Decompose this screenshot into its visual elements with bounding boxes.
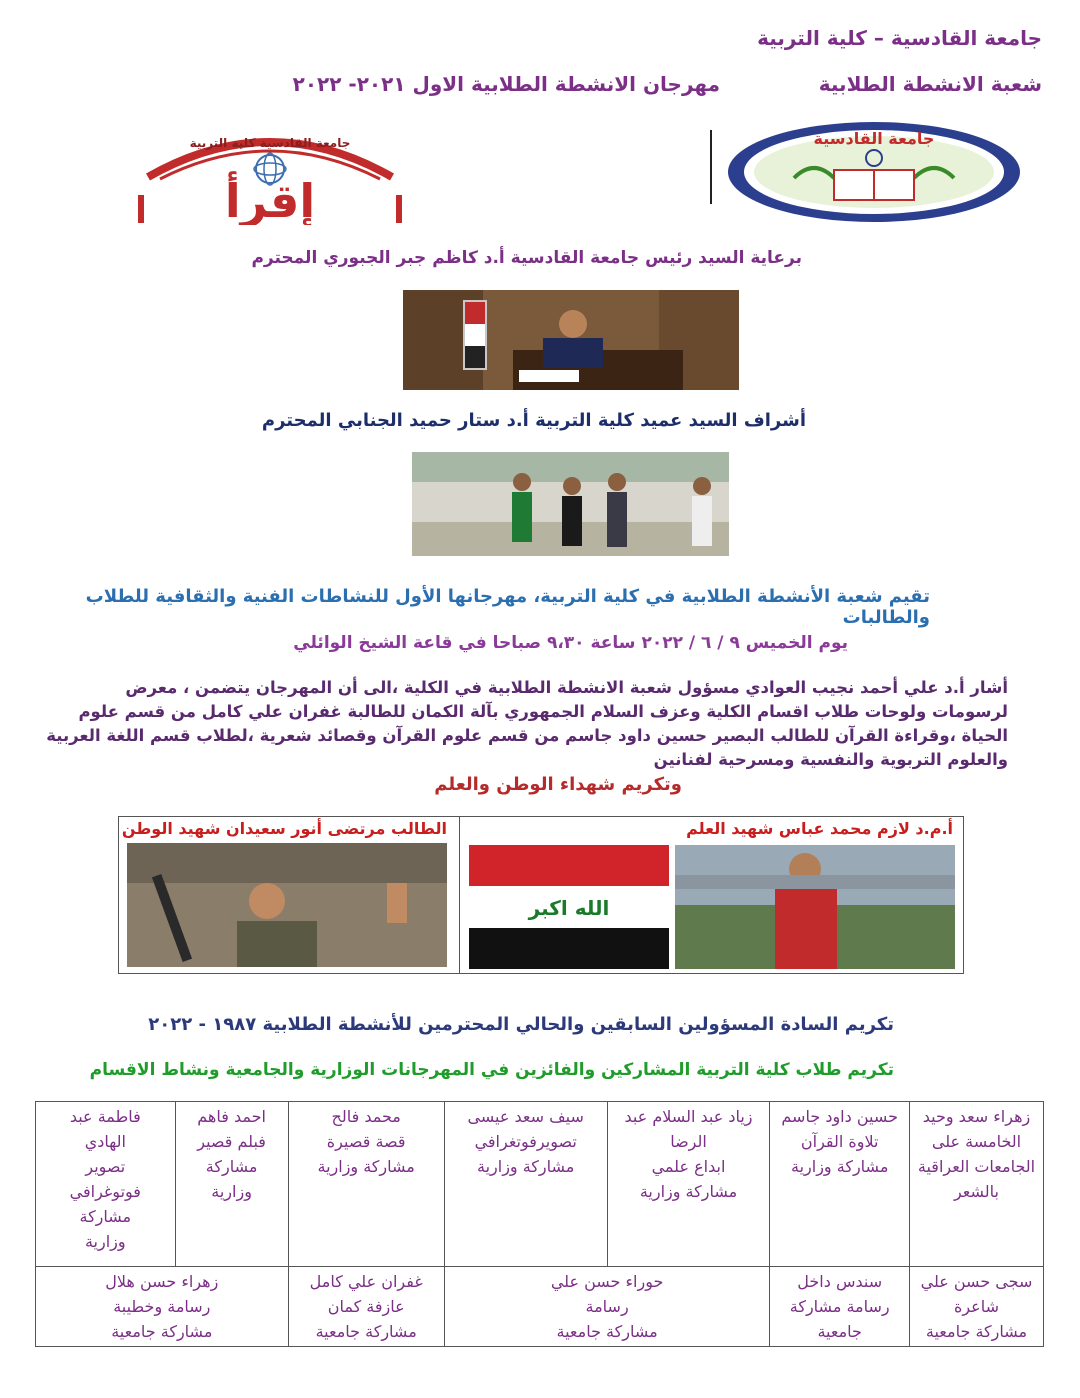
- body-paragraph: أشار أ.د علي أحمد نجيب العوادي مسؤول شعبة الانشطة الطلابية في الكلية ،الى أن المهرجان يتضمن ، معرض لرسومات ولوحات طلاب اقسام الكلية وعزف السلام الجمهوري بآلة الكمان للطالبة غفران علي كامل من قسم علوم الحياة ،وقراءة القرآن للطالب البصير حسين داود جاسم من قسم علوم القرآن وقصائد شعرية ،لطلاب قسم اللغة العربية والعلوم التربوية والنفسية ومسرحية لفنانين: [46, 678, 1008, 769]
- table-cell: سيف سعد عيسى تصويرفوتغرافي مشاركة وزارية: [444, 1102, 607, 1267]
- university-line: جامعة القادسية – كلية التربية: [757, 26, 1042, 50]
- martyrs-panel: [118, 816, 964, 974]
- organize-announcement: تقيم شعبة الأنشطة الطلابية في كلية التربية، مهرجانها الأول للنشاطات الفنية والثقافية للطلاب والطالبات: [85, 586, 930, 628]
- martyr-student-photo: [127, 843, 447, 967]
- table-cell: فاطمة عبد الهادي تصوير فوتوغرافي مشاركة وزارية: [36, 1102, 176, 1267]
- flag-text: الله اكبر: [528, 896, 610, 920]
- martyr-student-block: [119, 817, 459, 973]
- martyr-student-label: الطالب مرتضى أنور سعيدان شهيد الوطن: [121, 819, 447, 838]
- department-name: شعبة الانشطة الطلابية: [818, 72, 1042, 96]
- table-row: [36, 1267, 1044, 1347]
- iraq-flag: [469, 845, 669, 969]
- event-date: يوم الخميس ٩ / ٦ / ٢٠٢٢ ساعة ٩،٣٠ صباحا في قاعة الشيخ الوائلي: [293, 633, 848, 653]
- table-cell: حسين داود جاسم تلاوة القرآن مشاركة وزارية: [770, 1102, 910, 1267]
- patronage-text: برعاية السيد رئيس جامعة القادسية أ.د كاظم جبر الجبوري المحترم: [251, 248, 802, 268]
- table-cell: سندس داخل رسامة مشاركة جامعية: [770, 1267, 910, 1347]
- supervision-text: أشراف السيد عميد كلية التربية أ.د ستار حميد الجنابي المحترم: [261, 410, 806, 431]
- table-cell: محمد فالح قصة قصيرة مشاركة وزارية: [288, 1102, 444, 1267]
- table-cell: زهراء حسن هلال رسامة وخطيبة مشاركة جامعية: [36, 1267, 289, 1347]
- table-cell: احمد فاهم فبلم قصير مشاركة وزارية: [175, 1102, 288, 1267]
- table-cell: حوراء حسن علي رسامة مشاركة جامعية: [444, 1267, 770, 1347]
- martyr-professor-block: [671, 817, 963, 973]
- table-cell: سجى حسن علي شاعرة مشاركة جامعية: [909, 1267, 1043, 1347]
- honor-students-text: تكريم طلاب كلية التربية المشاركين والفائزين في المهرجانات الوزارية والجامعية ونشاط الاقسام: [89, 1060, 894, 1080]
- logo-divider: [710, 130, 712, 204]
- honor-martyrs-text: وتكريم شهداء الوطن والعلم: [434, 774, 682, 795]
- university-logo: [724, 118, 1024, 226]
- college-logo-word: إقرأ: [224, 174, 316, 225]
- university-logo-label: جامعة القادسية: [813, 129, 935, 148]
- college-logo-label: جامعة القادسية كلية التربية: [189, 136, 351, 150]
- martyr-professor-label: أ.م.د لازم محمد عباس شهيد العلم: [686, 819, 953, 838]
- table-row: [36, 1102, 1044, 1267]
- festival-title: مهرجان الانشطة الطلابية الاول ٢٠٢١- ٢٠٢٢: [292, 72, 720, 96]
- table-cell: زهراء سعد وحيد الخامسة على الجامعات العراقية بالشعر: [909, 1102, 1043, 1267]
- president-photo: [403, 290, 739, 390]
- martyr-professor-photo: [675, 845, 955, 969]
- table-cell: زياد عبد السلام عبد الرضا ابداع علمي مشاركة وزارية: [607, 1102, 770, 1267]
- students-table: [35, 1101, 1044, 1347]
- honor-officials-text: تكريم السادة المسؤولين السابقين والحالي المحترمين للأنشطة الطلابية ١٩٨٧ - ٢٠٢٢: [148, 1014, 894, 1035]
- dean-photo: [412, 452, 729, 556]
- college-logo: [108, 117, 432, 225]
- table-cell: غفران علي كامل عازفة كمان مشاركة جامعية: [288, 1267, 444, 1347]
